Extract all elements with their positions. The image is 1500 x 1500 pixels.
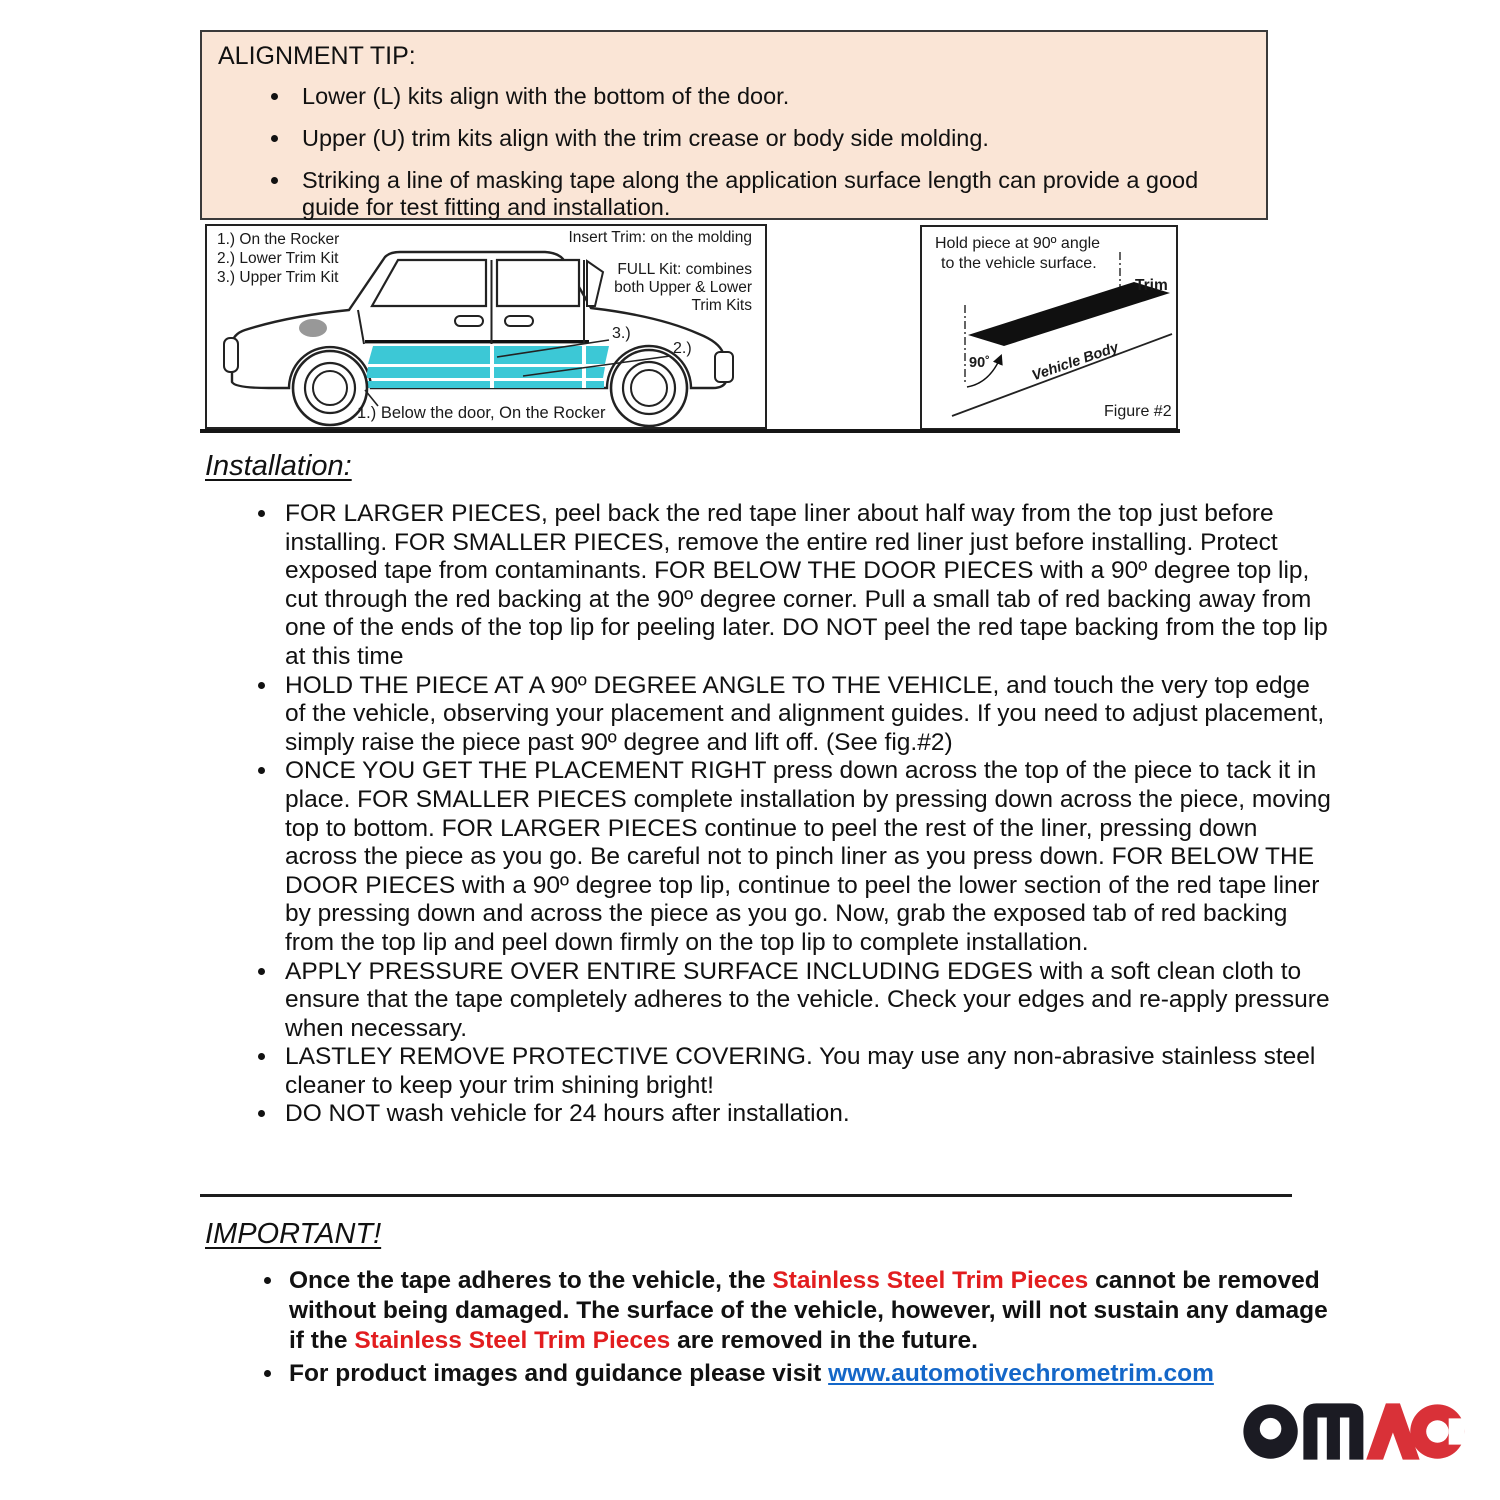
installation-bullet: • FOR LARGER PIECES, peel back the red tape liner about half way from the top just before installing. FOR SMALLER PIECES, remove the entire red liner just before installing. Protect exposed tape from contaminants. FOR BELOW THE DOOR PIECES with a 90º degree top lip, cut through the red backing at the 90º degree corner. Pull a small tab of red backing away from one of the ends of the top lip for peeling later. DO NOT peel the red tape backing from the top lip at this time: [279, 500, 1331, 672]
important-red-text: Stainless Steel Trim Pieces: [354, 1327, 671, 1354]
logo-letter-o: [1243, 1404, 1297, 1458]
installation-bullet: • APPLY PRESSURE OVER ENTIRE SURFACE INCLUDING EDGES with a soft clean cloth to ensure that the tape completely adheres to the vehicle. Check your edges and re-apply pressure when necessary.: [279, 958, 1331, 1044]
door-handle: [455, 316, 483, 326]
installation-list: [205, 500, 1331, 1129]
section-divider: [200, 1194, 1292, 1197]
omac-logo: [1243, 1394, 1465, 1474]
rear-wheel: [611, 350, 687, 426]
installation-bullet: • ONCE YOU GET THE PLACEMENT RIGHT press down across the top of the piece to tack it in place. FOR SMALLER PIECES complete installation by pressing down across the piece, moving top to bottom. FOR LARGER PIECES continue to peel the rest of the liner, pressing down across the piece as you go. Be careful not to pinch liner as you press down. FOR BELOW THE DOOR PIECES with a 90º degree top lip, continue to peel the lower section of the red tape liner by pressing down and across the piece as you go. Now, grab the exposed tab of red backing from the top lip and peel down firmly on the top lip to complete installation.: [279, 757, 1331, 957]
rocker-callout-label: 1.) Below the door, On the Rocker: [357, 404, 606, 422]
front-door-window: [372, 260, 486, 306]
installation-heading: Installation:: [205, 450, 352, 482]
alignment-tip-title: ALIGNMENT TIP:: [218, 42, 416, 70]
door-handle: [505, 316, 533, 326]
car-legend-line-2: 2.) Lower Trim Kit: [217, 250, 339, 267]
fender-oval: [299, 319, 327, 337]
car-legend-line-3: 3.) Upper Trim Kit: [217, 269, 339, 286]
molding-line: [365, 340, 589, 343]
callout-2-label: 2.): [673, 340, 692, 357]
important-list: [205, 1266, 1347, 1392]
important-text: are removed in the future.: [670, 1327, 978, 1354]
important-bullet: [285, 1359, 1347, 1389]
important-text: cannot be removed without being damaged. The surface of the vehicle, however, will not sustain any damage if the: [289, 1267, 1328, 1354]
car-legend-line-1: 1.) On the Rocker: [217, 231, 340, 248]
important-heading: IMPORTANT!: [205, 1218, 382, 1250]
rocker-trim-stripe: [366, 381, 604, 388]
full-kit-note-line-2: both Upper & Lower: [614, 279, 752, 296]
insert-trim-note: Insert Trim: on the molding: [568, 229, 752, 246]
car-diagram-svg: [207, 226, 765, 427]
figure2-caption-line-1: Hold piece at 90º angle: [935, 235, 1101, 252]
door-seam-gap: [490, 344, 494, 388]
callout-3-label: 3.): [612, 325, 631, 342]
alignment-tip-item: • Striking a line of masking tape along the application surface length can provide a good guide for test fitting and installation.: [292, 167, 1252, 221]
important-text: For product images and guidance please visit: [289, 1360, 829, 1387]
angle-label: 90˚: [969, 355, 990, 371]
lower-trim-stripe: [366, 367, 605, 378]
figure2-label: Figure #2: [1104, 403, 1172, 420]
important-bullet: [285, 1266, 1347, 1356]
front-wheel: [293, 351, 367, 425]
alignment-tip-list: [202, 83, 1266, 221]
car-trim-diagram: [205, 224, 767, 429]
rear-door-window: [497, 260, 579, 306]
full-kit-note-line-3: Trim Kits: [691, 297, 752, 314]
figure2-caption-line-2: to the vehicle surface.: [941, 255, 1097, 272]
installation-bullet: • LASTLEY REMOVE PROTECTIVE COVERING. You may use any non-abrasive stainless steel cleaner to keep your trim shining bright!: [279, 1043, 1331, 1100]
diagram-underline: [200, 429, 1180, 433]
vehicle-body-label: Vehicle Body: [1029, 339, 1121, 385]
logo-letter-m: [1303, 1403, 1363, 1459]
quarter-window: [587, 261, 603, 306]
door-seam-gap: [582, 344, 586, 388]
omac-logo-svg: [1243, 1394, 1465, 1469]
alignment-tip-box: [200, 30, 1268, 220]
front-bumper: [224, 338, 238, 372]
alignment-tip-item: • Lower (L) kits align with the bottom of the door.: [292, 83, 1252, 110]
rear-bumper: [715, 352, 733, 382]
figure-2-box: [920, 225, 1178, 430]
important-red-text: Stainless Steel Trim Pieces: [772, 1267, 1089, 1294]
logo-letter-c: [1410, 1404, 1464, 1458]
installation-bullet: • HOLD THE PIECE AT A 90º DEGREE ANGLE TO THE VEHICLE, and touch the very top edge of the vehicle, observing your placement and alignment guides. If you need to adjust placement, simply raise the piece past 90º degree and lift off. (See fig.#2): [279, 672, 1331, 758]
figure-2-svg: [922, 227, 1176, 428]
website-link[interactable]: www.automotivechrometrim.com: [828, 1360, 1214, 1387]
installation-bullet: • DO NOT wash vehicle for 24 hours after installation.: [279, 1100, 1331, 1129]
upper-trim-stripe: [368, 346, 609, 364]
front-door-edge: [358, 310, 364, 344]
full-kit-note-line-1: FULL Kit: combines: [617, 261, 752, 278]
important-text: Once the tape adheres to the vehicle, the: [289, 1267, 773, 1294]
alignment-tip-item: • Upper (U) trim kits align with the trim crease or body side molding.: [292, 125, 1252, 152]
trim-label: Trim: [1135, 277, 1168, 294]
